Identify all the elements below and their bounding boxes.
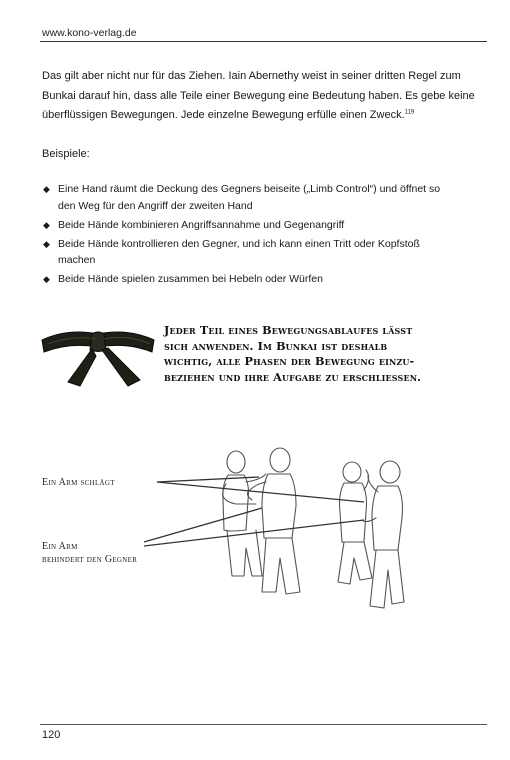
label-arm-strikes: Ein Arm schlägt	[42, 477, 115, 488]
example-list	[42, 181, 482, 290]
label-arm-blocks	[42, 541, 137, 566]
list-item	[42, 236, 482, 269]
list-item-text-continued: den Weg für den Angriff der zweiten Hand	[58, 199, 253, 212]
body-paragraph	[42, 67, 488, 126]
footnote-reference: 119	[404, 109, 415, 116]
list-item-text: Beide Hände kombinieren Angriffsannahme und Gegenangriff	[58, 218, 345, 231]
header-rule	[40, 41, 487, 42]
list-item-text: Eine Hand räumt die Deckung des Gegners beiseite („Limb Control“) und öffnet so	[58, 183, 441, 195]
paragraph-text: Das gilt aber nicht nur für das Ziehen. Iain Abernethy weist in seiner dritten Regel zum Bunkai darauf hin, dass alle Teile einer Bewegung eine Bedeutung haben. Es gebe keine überflüssigen Bewegungen. Jede einzelne Bewegung erfülle einen Zweck.	[42, 70, 475, 121]
figure-left-attacker	[247, 448, 300, 594]
page-number: 120	[42, 729, 61, 741]
callout-line: sich anwenden. Im Bunkai ist deshalb	[164, 338, 388, 353]
header-url: www.kono-verlag.de	[42, 27, 137, 39]
diamond-bullet-icon: ◆	[43, 274, 50, 284]
figure-right-attacker	[362, 461, 404, 608]
list-item-text-continued: machen	[58, 254, 96, 266]
label-line: behindert den Gegner	[42, 553, 138, 565]
diamond-bullet-icon: ◆	[43, 184, 50, 194]
bunkai-illustration	[0, 420, 510, 620]
black-belt-icon	[38, 320, 158, 392]
diamond-bullet-icon: ◆	[43, 219, 50, 230]
callout-line: Jeder Teil eines Bewegungsablaufes lässt	[164, 323, 413, 337]
diamond-bullet-icon: ◆	[43, 238, 50, 249]
callout-text	[164, 323, 474, 385]
list-item	[42, 271, 482, 288]
callout-line: wichtig, alle Phasen der Bewegung einzu-	[164, 354, 415, 369]
list-item	[42, 217, 482, 234]
list-item-text: Beide Hände spielen zusammen bei Hebeln oder Würfen	[58, 273, 323, 285]
list-item	[42, 181, 482, 214]
callout-line: beziehen und ihre Aufgabe zu erschliessen.	[164, 369, 422, 384]
footer-rule	[40, 724, 487, 725]
examples-label: Beispiele:	[42, 148, 90, 160]
label-line: Ein Arm	[42, 541, 78, 552]
list-item-text: Beide Hände kontrollieren den Gegner, und ich kann einen Tritt oder Kopfstoß	[58, 237, 420, 250]
